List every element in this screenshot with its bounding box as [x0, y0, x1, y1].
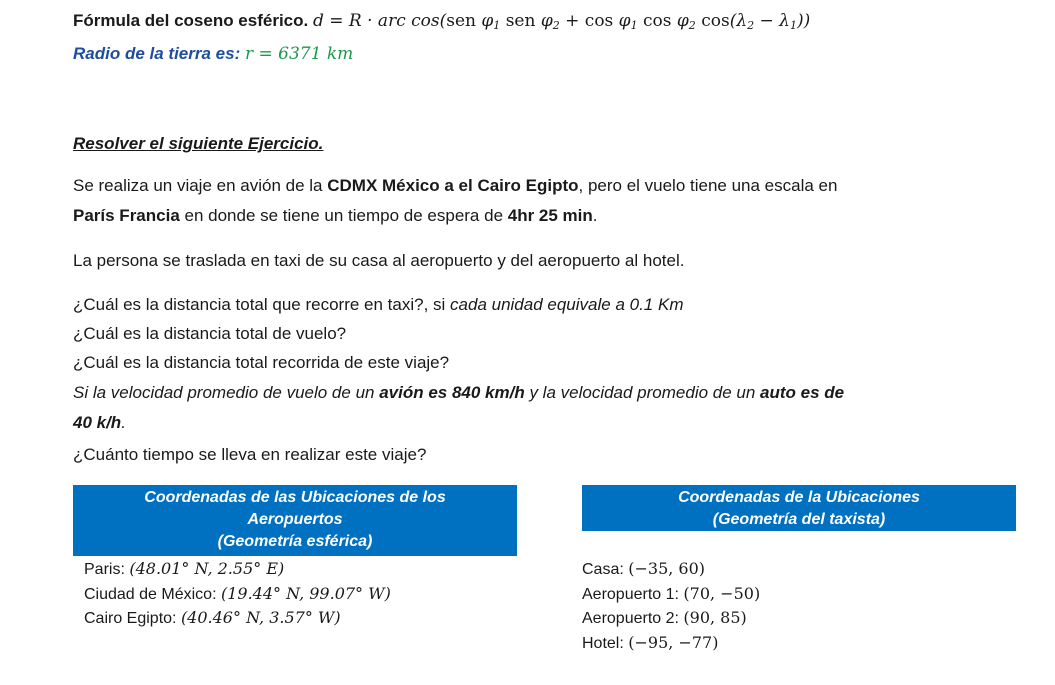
- taxi-row-aeropuerto2: [582, 607, 747, 630]
- taxi-coords: (−35, 60): [628, 559, 706, 578]
- taxi-coords: (90, 85): [683, 608, 747, 627]
- taxi-label: Casa:: [582, 561, 629, 578]
- bold-car-speed: auto es de: [760, 383, 845, 402]
- taxi-row-casa: [582, 558, 705, 581]
- radius-value: r = 6371 km: [244, 44, 354, 64]
- text-span: .: [592, 206, 598, 225]
- airport-row-paris: [84, 558, 284, 581]
- formula-label: Fórmula del coseno esférico.: [73, 11, 309, 30]
- text-span: Se realiza un viaje en avión de la: [73, 176, 328, 195]
- bold-stopover: París Francia: [73, 206, 180, 225]
- text-span: Si la velocidad promedio de vuelo de un: [73, 383, 380, 402]
- paragraph-taxi: La persona se traslada en taxi de su casa al aeropuerto y del aeropuerto al hotel.: [73, 251, 685, 270]
- italic-unit-note: cada unidad equivale a 0.1 Km: [450, 295, 684, 314]
- airports-table-header: [73, 485, 517, 556]
- question-taxi-distance: [73, 294, 683, 316]
- text-span: en donde se tiene un tiempo de espera de: [179, 206, 508, 225]
- text-span: ¿Cuál es la distancia total que recorre en taxi?, si: [73, 295, 451, 314]
- taxi-coords: (−95, −77): [628, 633, 719, 652]
- airport-coords: (48.01° N, 2.55° E): [129, 559, 285, 578]
- formula-line: [73, 10, 810, 32]
- question-total-distance: ¿Cuál es la distancia total recorrida de este viaje?: [73, 353, 450, 372]
- paragraph-trip-line1: [73, 175, 837, 197]
- airport-label: Paris:: [84, 561, 130, 578]
- airport-row-cairo: [84, 607, 341, 630]
- airport-label: Ciudad de México:: [84, 586, 221, 603]
- radius-line: [73, 43, 353, 65]
- airports-header-line3: (Geometría esférica): [217, 533, 373, 550]
- taxi-row-hotel: [582, 632, 718, 655]
- taxi-label: Hotel:: [582, 635, 629, 652]
- taxi-header-line1: Coordenadas de la Ubicaciones: [678, 489, 920, 506]
- exercise-title: Resolver el siguiente Ejercicio.: [73, 134, 324, 153]
- paragraph-speed-line1: [73, 382, 844, 404]
- question-flight-distance: ¿Cuál es la distancia total de vuelo?: [73, 324, 347, 343]
- question-total-time: ¿Cuánto tiempo se lleva en realizar este viaje?: [73, 445, 427, 464]
- taxi-row-aeropuerto1: [582, 583, 760, 606]
- airport-coords: (19.44° N, 99.07° W): [220, 584, 391, 603]
- text-span: .: [121, 413, 126, 432]
- text-span: , pero el vuelo tiene una escala en: [578, 176, 838, 195]
- taxi-label: Aeropuerto 2:: [582, 610, 684, 627]
- taxi-table-header: [582, 485, 1016, 531]
- bold-route: CDMX México a el Cairo Egipto: [327, 176, 579, 195]
- paragraph-trip-line2: [73, 205, 598, 227]
- bold-wait-time: 4hr 25 min: [507, 206, 593, 225]
- taxi-coords: (70, −50): [683, 584, 761, 603]
- airport-coords: (40.46° N, 3.57° W): [180, 608, 341, 627]
- taxi-header-line2: (Geometría del taxista): [712, 511, 886, 528]
- text-span: y la velocidad promedio de un: [524, 383, 761, 402]
- airport-label: Cairo Egipto:: [84, 610, 181, 627]
- radius-label: Radio de la tierra es:: [73, 44, 241, 63]
- paragraph-speed-line2: [73, 412, 126, 434]
- taxi-label: Aeropuerto 1:: [582, 586, 684, 603]
- airport-row-mexico: [84, 583, 391, 606]
- airports-header-line1: Coordenadas de las Ubicaciones de los: [144, 489, 446, 506]
- airports-header-line2: Aeropuertos: [247, 511, 343, 528]
- bold-plane-speed: avión es 840 km/h: [379, 383, 525, 402]
- formula-expression: d = R · arc cos(sen $\varphi_1$ sen $\varphi_2 + \cos \varphi_1$ $\cos \varphi_2$ $\cos(\lambda_2 - \lambda_1)$): [312, 11, 811, 32]
- bold-car-speed-value: 40 k/h: [73, 413, 122, 432]
